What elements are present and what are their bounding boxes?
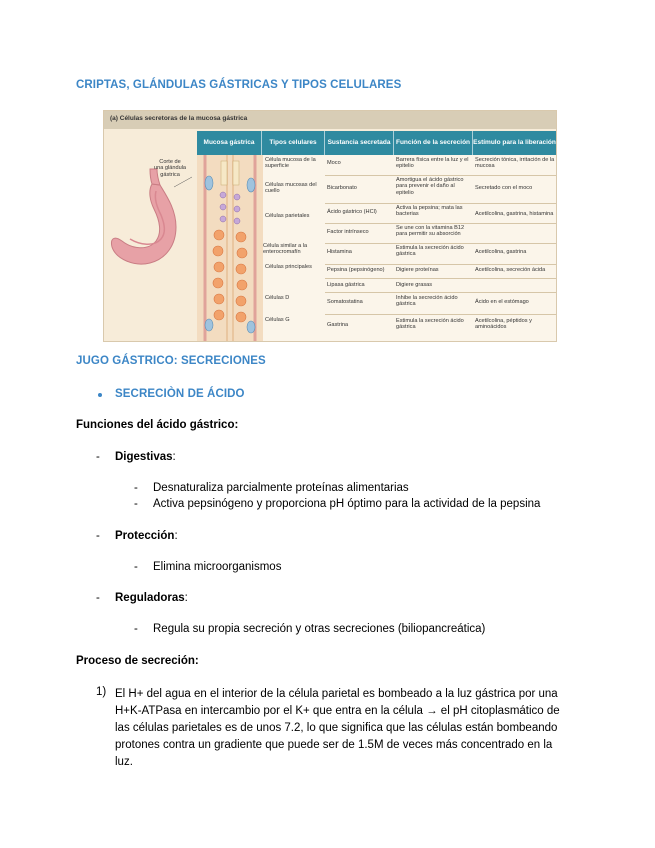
reguladoras-text: Reguladoras — [115, 592, 185, 604]
dash-item: - — [134, 482, 138, 494]
row2-funcion: Amortigua el ácido gástrico para prevenir el daño al epitelio — [396, 177, 464, 196]
table-row — [325, 278, 556, 293]
table-row — [325, 243, 556, 265]
cell-type-1: Célula mucosa de la superficie — [265, 157, 316, 170]
row7-sustancia: Lipasa gástrica — [327, 282, 365, 288]
row5-estimulo: Acetilcolina, gastrina — [475, 249, 527, 255]
figure-caption: (a) Células secretoras de la mucosa gástrica — [110, 115, 248, 122]
bullet-secrecion-acido: SECRECIÒN DE ÁCIDO — [115, 388, 245, 400]
reguladoras-label — [115, 592, 188, 604]
table-row — [325, 155, 556, 176]
row4-funcion: Se une con la vitamina B12 para permitir su absorción — [396, 225, 465, 238]
stomach-shape — [111, 184, 176, 264]
reguladoras-item-1: Regula su propia secreción y otras secreciones (biliopancreática) — [153, 623, 486, 635]
cell-type-5: Células principales — [265, 264, 312, 270]
row9-estimulo: Acetilcolina, péptidos y aminoácidos — [475, 318, 532, 331]
row8-sustancia: Somatostatina — [327, 299, 363, 305]
figure-table — [197, 155, 556, 341]
corte-label — [154, 159, 186, 178]
row3-estimulo: Acetilcolina, gastrina, histamina — [475, 211, 554, 217]
proteccion-item-1: Elimina microorganismos — [153, 561, 282, 573]
corte-line3: gástrica — [160, 171, 180, 178]
dash-digestivas: - — [96, 451, 100, 463]
cell-type-4: Célula similar a la enterocromafín — [263, 243, 308, 256]
table-row — [325, 203, 556, 224]
digestivas-label — [115, 451, 176, 463]
proceso-line-4: protones contra un gradiente que puede ser de 1.5M de veces más concentrado en la — [115, 739, 553, 751]
row4-sustancia: Factor intrínseco — [327, 229, 369, 235]
corte-line2: una glándula — [154, 165, 187, 172]
proceso-line-1: El H+ del agua en el interior de la célula parietal es bombeado a la luz gástrica por una — [115, 688, 558, 700]
bullet-dot — [98, 393, 102, 397]
row8-estimulo: Ácido en el estómago — [475, 299, 529, 305]
row1-sustancia: Moco — [327, 160, 341, 166]
row1-estimulo: Secreción tónica, irritación de la mucosa — [475, 157, 555, 170]
proteccion-label — [115, 530, 178, 542]
row9-funcion: Estimula la secreción ácido gástrica — [396, 318, 464, 331]
row3-sustancia: Ácido gástrico (HCl) — [327, 209, 377, 215]
proceso-number: 1) — [96, 686, 107, 698]
pointer-line — [174, 177, 192, 187]
digestivas-item-2: Activa pepsinógeno y proporciona pH óptimo para la actividad de la pepsina — [153, 498, 541, 510]
row6-sustancia: Pepsina (pepsinógeno) — [327, 267, 385, 273]
table-row — [325, 175, 556, 204]
dash-item: - — [134, 561, 138, 573]
row8-funcion: Inhibe la secreción ácido gástrica — [396, 295, 458, 308]
row1-funcion: Barrera física entre la luz y el epitelio — [396, 157, 469, 170]
row9-sustancia: Gastrina — [327, 322, 349, 328]
table-row — [325, 314, 556, 340]
colon: : — [174, 530, 178, 542]
row5-funcion: Estimula la secreción ácido gástrica — [396, 245, 464, 258]
row7-funcion: Digiere grasas — [396, 282, 433, 288]
proceso-title: Proceso de secreción: — [76, 655, 199, 667]
header-mucosa: Mucosa gástrica — [203, 138, 255, 146]
row5-sustancia: Histamina — [327, 249, 352, 255]
funciones-title: Funciones del ácido gástrico: — [76, 419, 239, 431]
digestivas-text: Digestivas — [115, 451, 173, 463]
cell-type-6: Células D — [265, 295, 290, 301]
table-row — [325, 292, 556, 315]
dash-proteccion: - — [96, 530, 100, 542]
table-row — [325, 223, 556, 244]
proceso-line-5: luz. — [115, 756, 133, 768]
table-row — [325, 264, 556, 279]
dash-reguladoras: - — [96, 592, 100, 604]
header-estimulo: Estímulo para la liberación — [473, 138, 556, 146]
row2-estimulo: Secretado con el moco — [475, 185, 533, 191]
proceso-line-2: H+K-ATPasa en intercambio por el K+ que entra en la célula → el pH citoplasmático de — [115, 705, 560, 717]
dash-item: - — [134, 498, 138, 510]
row3-funcion: Activa la pepsina; mata las bacterias — [396, 205, 463, 218]
row2-sustancia: Bicarbonato — [327, 185, 357, 191]
section-heading-jugo: JUGO GÁSTRICO: SECRECIONES — [76, 355, 266, 367]
cell-type-7: Células G — [265, 317, 290, 323]
cell-type-2: Células mucosas del cuello — [265, 182, 317, 195]
corte-line1: Corte de — [159, 159, 181, 165]
dash-item: - — [134, 623, 138, 635]
gastric-mucosa-figure — [103, 110, 557, 342]
proteccion-text: Protección — [115, 530, 175, 542]
figure-table-header — [197, 131, 556, 155]
header-tipos: Tipos celulares — [269, 138, 317, 146]
section-heading-criptas: CRIPTAS, GLÁNDULAS GÁSTRICAS Y TIPOS CELULARES — [76, 79, 402, 91]
header-funcion: Función de la secreción — [395, 138, 471, 146]
cell-type-3: Células parietales — [265, 213, 310, 219]
colon: : — [172, 451, 176, 463]
figure-caption-bar — [104, 111, 556, 129]
row6-funcion: Digiere proteínas — [396, 267, 439, 273]
digestivas-item-1: Desnaturaliza parcialmente proteínas alimentarias — [153, 482, 409, 494]
proceso-line-3: las células parietales es de unos 7.2, lo que significa que las células están bombeando — [115, 722, 558, 734]
proceso-paragraph — [115, 686, 595, 771]
row6-estimulo: Acetilcolina, secreción ácida — [475, 267, 546, 273]
header-sustancia: Sustancia secretada — [327, 138, 391, 146]
colon: : — [184, 592, 188, 604]
